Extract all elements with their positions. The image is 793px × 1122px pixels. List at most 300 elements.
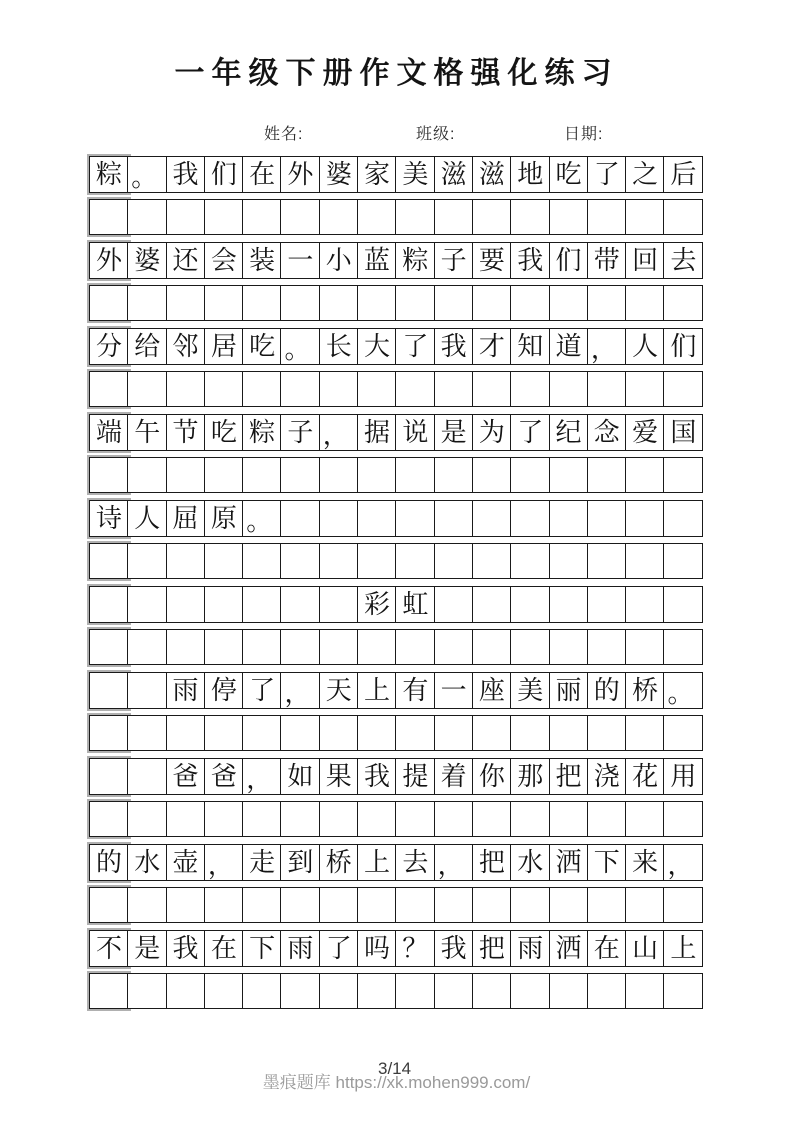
grid-empty-cell: [357, 457, 397, 493]
grid-cell: [549, 500, 589, 537]
grid-cell: 的: [89, 844, 129, 881]
grid-cell: 在: [242, 156, 282, 193]
grid-empty-cell: [357, 715, 397, 751]
grid-cell: 爱: [625, 414, 665, 451]
grid-empty-cell: [204, 973, 244, 1009]
grid-cell: 吃: [549, 156, 589, 193]
grid-cell: [472, 500, 512, 537]
grid-cell: 了: [587, 156, 627, 193]
grid-empty-cell: [625, 457, 665, 493]
grid-empty-cell: [625, 715, 665, 751]
grid-cell: ，: [319, 414, 359, 451]
grid-cell: 家: [357, 156, 397, 193]
grid-cell: [434, 500, 474, 537]
grid-cell: [510, 586, 550, 623]
grid-empty-cell: [242, 887, 282, 923]
grid-empty-cell: [549, 371, 589, 407]
grid-empty-cell: [89, 457, 129, 493]
grid-cell: 端: [89, 414, 129, 451]
grid-cell: 我: [166, 156, 206, 193]
grid-empty-cell: [357, 543, 397, 579]
grid-empty-cell: [434, 199, 474, 235]
grid-cell: 子: [280, 414, 320, 451]
grid-cell: ？: [395, 930, 435, 967]
grid-cell: 回: [625, 242, 665, 279]
grid-cell: 人: [127, 500, 167, 537]
grid-cell: ，: [204, 844, 244, 881]
grid-cell: 粽: [242, 414, 282, 451]
grid-empty-cell: [549, 973, 589, 1009]
grid-cell: [663, 586, 703, 623]
grid-empty-cell: [625, 629, 665, 665]
grid-cell: 。: [127, 156, 167, 193]
grid-cell: 说: [395, 414, 435, 451]
grid-empty-cell: [166, 543, 206, 579]
grid-empty-cell: [472, 801, 512, 837]
composition-grid: [89, 156, 705, 1016]
grid-cell: 上: [357, 844, 397, 881]
grid-cell: [280, 586, 320, 623]
grid-empty-cell: [127, 543, 167, 579]
grid-empty-cell: [357, 629, 397, 665]
grid-empty-cell: [319, 973, 359, 1009]
grid-cell: 地: [510, 156, 550, 193]
grid-cell: 洒: [549, 844, 589, 881]
grid-cell: ，: [280, 672, 320, 709]
grid-cell: 去: [663, 242, 703, 279]
grid-empty-cell: [510, 371, 550, 407]
grid-empty-cell: [89, 887, 129, 923]
grid-cell: 会: [204, 242, 244, 279]
grid-practice-row: [89, 457, 705, 493]
grid-cell: 桥: [319, 844, 359, 881]
grid-empty-cell: [127, 457, 167, 493]
grid-empty-cell: [549, 629, 589, 665]
grid-practice-row: [89, 629, 705, 665]
grid-cell: [357, 500, 397, 537]
grid-row: [89, 586, 705, 623]
grid-row: [89, 930, 705, 967]
grid-cell: 知: [510, 328, 550, 365]
grid-empty-cell: [166, 199, 206, 235]
grid-cell: [127, 672, 167, 709]
grid-empty-cell: [663, 887, 703, 923]
grid-cell: 蓝: [357, 242, 397, 279]
grid-practice-row: [89, 801, 705, 837]
grid-row: [89, 242, 705, 279]
grid-empty-cell: [166, 715, 206, 751]
grid-empty-cell: [127, 887, 167, 923]
grid-cell: 我: [434, 328, 474, 365]
grid-cell: 上: [663, 930, 703, 967]
grid-cell: 你: [472, 758, 512, 795]
grid-cell: 为: [472, 414, 512, 451]
grid-cell: 纪: [549, 414, 589, 451]
grid-empty-cell: [434, 973, 474, 1009]
grid-empty-cell: [434, 543, 474, 579]
grid-empty-cell: [587, 199, 627, 235]
grid-empty-cell: [204, 715, 244, 751]
grid-cell: 一: [280, 242, 320, 279]
grid-empty-cell: [587, 887, 627, 923]
grid-cell: 下: [242, 930, 282, 967]
grid-empty-cell: [434, 801, 474, 837]
grid-cell: 诗: [89, 500, 129, 537]
grid-empty-cell: [587, 715, 627, 751]
grid-cell: 我: [166, 930, 206, 967]
grid-empty-cell: [663, 199, 703, 235]
grid-empty-cell: [204, 285, 244, 321]
grid-empty-cell: [319, 199, 359, 235]
grid-empty-cell: [242, 457, 282, 493]
grid-cell: 的: [587, 672, 627, 709]
grid-empty-cell: [549, 199, 589, 235]
grid-empty-cell: [587, 629, 627, 665]
grid-empty-cell: [166, 973, 206, 1009]
grid-row: [89, 758, 705, 795]
grid-cell: 吃: [204, 414, 244, 451]
grid-cell: 了: [395, 328, 435, 365]
grid-cell: 花: [625, 758, 665, 795]
grid-empty-cell: [242, 801, 282, 837]
grid-empty-cell: [549, 543, 589, 579]
grid-empty-cell: [319, 629, 359, 665]
grid-empty-cell: [625, 285, 665, 321]
grid-cell: 滋: [434, 156, 474, 193]
grid-empty-cell: [625, 973, 665, 1009]
grid-cell: 有: [395, 672, 435, 709]
grid-empty-cell: [242, 973, 282, 1009]
grid-cell: [434, 586, 474, 623]
grid-cell: 屈: [166, 500, 206, 537]
grid-cell: 分: [89, 328, 129, 365]
grid-empty-cell: [625, 887, 665, 923]
grid-empty-cell: [242, 199, 282, 235]
grid-empty-cell: [357, 973, 397, 1009]
grid-practice-row: [89, 285, 705, 321]
grid-cell: 在: [204, 930, 244, 967]
grid-row: [89, 156, 705, 193]
grid-cell: ，: [663, 844, 703, 881]
grid-empty-cell: [395, 457, 435, 493]
grid-empty-cell: [663, 801, 703, 837]
grid-empty-cell: [280, 887, 320, 923]
grid-empty-cell: [280, 457, 320, 493]
grid-empty-cell: [663, 457, 703, 493]
grid-cell: 滋: [472, 156, 512, 193]
grid-cell: 节: [166, 414, 206, 451]
grid-empty-cell: [357, 887, 397, 923]
grid-empty-cell: [549, 887, 589, 923]
grid-empty-cell: [395, 285, 435, 321]
grid-empty-cell: [472, 543, 512, 579]
grid-empty-cell: [127, 371, 167, 407]
grid-empty-cell: [242, 285, 282, 321]
grid-empty-cell: [89, 973, 129, 1009]
grid-row: [89, 844, 705, 881]
grid-empty-cell: [319, 543, 359, 579]
grid-empty-cell: [510, 887, 550, 923]
grid-cell: 虹: [395, 586, 435, 623]
grid-cell: 那: [510, 758, 550, 795]
grid-cell: 粽: [395, 242, 435, 279]
grid-cell: 山: [625, 930, 665, 967]
grid-cell: [472, 586, 512, 623]
grid-empty-cell: [510, 285, 550, 321]
grid-empty-cell: [587, 543, 627, 579]
grid-empty-cell: [89, 199, 129, 235]
grid-cell: [319, 500, 359, 537]
grid-empty-cell: [89, 285, 129, 321]
grid-cell: 午: [127, 414, 167, 451]
grid-cell: 美: [510, 672, 550, 709]
grid-cell: 外: [280, 156, 320, 193]
grid-empty-cell: [319, 285, 359, 321]
grid-empty-cell: [587, 457, 627, 493]
grid-empty-cell: [472, 973, 512, 1009]
grid-cell: [510, 500, 550, 537]
grid-empty-cell: [472, 887, 512, 923]
grid-cell: 。: [280, 328, 320, 365]
grid-empty-cell: [625, 543, 665, 579]
grid-empty-cell: [549, 801, 589, 837]
grid-empty-cell: [357, 285, 397, 321]
grid-empty-cell: [625, 371, 665, 407]
grid-cell: 我: [434, 930, 474, 967]
grid-cell: 装: [242, 242, 282, 279]
grid-empty-cell: [510, 715, 550, 751]
grid-empty-cell: [166, 629, 206, 665]
grid-empty-cell: [166, 371, 206, 407]
grid-cell: [204, 586, 244, 623]
grid-empty-cell: [166, 801, 206, 837]
grid-practice-row: [89, 887, 705, 923]
grid-empty-cell: [549, 715, 589, 751]
grid-empty-cell: [587, 801, 627, 837]
grid-empty-cell: [357, 371, 397, 407]
grid-row: [89, 672, 705, 709]
grid-cell: 吗: [357, 930, 397, 967]
grid-empty-cell: [127, 715, 167, 751]
grid-empty-cell: [89, 629, 129, 665]
grid-cell: [625, 500, 665, 537]
grid-empty-cell: [280, 371, 320, 407]
grid-cell: 粽: [89, 156, 129, 193]
grid-empty-cell: [510, 801, 550, 837]
grid-empty-cell: [663, 715, 703, 751]
grid-empty-cell: [319, 801, 359, 837]
grid-empty-cell: [395, 371, 435, 407]
grid-cell: 把: [549, 758, 589, 795]
grid-cell: 到: [280, 844, 320, 881]
grid-empty-cell: [434, 285, 474, 321]
grid-empty-cell: [280, 629, 320, 665]
grid-cell: 人: [625, 328, 665, 365]
grid-cell: 道: [549, 328, 589, 365]
page-title: 一年级下册作文格强化练习: [174, 56, 619, 91]
grid-cell: 来: [625, 844, 665, 881]
grid-cell: ，: [587, 328, 627, 365]
grid-empty-cell: [510, 973, 550, 1009]
grid-cell: 子: [434, 242, 474, 279]
grid-cell: 美: [395, 156, 435, 193]
grid-empty-cell: [472, 457, 512, 493]
grid-cell: 走: [242, 844, 282, 881]
grid-cell: 爸: [204, 758, 244, 795]
grid-empty-cell: [472, 629, 512, 665]
grid-empty-cell: [395, 543, 435, 579]
grid-cell: [89, 758, 129, 795]
grid-empty-cell: [166, 457, 206, 493]
grid-empty-cell: [395, 715, 435, 751]
grid-empty-cell: [242, 715, 282, 751]
grid-cell: 下: [587, 844, 627, 881]
grid-cell: 我: [510, 242, 550, 279]
grid-cell: 把: [472, 930, 512, 967]
grid-empty-cell: [127, 199, 167, 235]
grid-cell: 带: [587, 242, 627, 279]
grid-empty-cell: [319, 715, 359, 751]
grid-cell: 据: [357, 414, 397, 451]
grid-cell: [663, 500, 703, 537]
grid-empty-cell: [280, 715, 320, 751]
grid-cell: 停: [204, 672, 244, 709]
grid-cell: 我: [357, 758, 397, 795]
grid-cell: 上: [357, 672, 397, 709]
grid-cell: 们: [663, 328, 703, 365]
grid-empty-cell: [280, 285, 320, 321]
grid-empty-cell: [510, 457, 550, 493]
grid-empty-cell: [204, 629, 244, 665]
date-field-label: 日期:: [564, 126, 604, 143]
grid-cell: 一: [434, 672, 474, 709]
grid-empty-cell: [204, 543, 244, 579]
grid-empty-cell: [587, 285, 627, 321]
grid-cell: [395, 500, 435, 537]
grid-empty-cell: [280, 199, 320, 235]
grid-cell: 去: [395, 844, 435, 881]
grid-cell: 原: [204, 500, 244, 537]
grid-cell: 们: [549, 242, 589, 279]
grid-empty-cell: [280, 973, 320, 1009]
grid-empty-cell: [357, 801, 397, 837]
grid-empty-cell: [434, 715, 474, 751]
grid-practice-row: [89, 973, 705, 1009]
grid-empty-cell: [319, 371, 359, 407]
grid-empty-cell: [549, 457, 589, 493]
grid-empty-cell: [663, 629, 703, 665]
grid-cell: 之: [625, 156, 665, 193]
grid-empty-cell: [204, 371, 244, 407]
grid-cell: [89, 672, 129, 709]
grid-cell: 了: [242, 672, 282, 709]
grid-empty-cell: [89, 801, 129, 837]
grid-empty-cell: [166, 285, 206, 321]
grid-cell: 长: [319, 328, 359, 365]
grid-cell: 着: [434, 758, 474, 795]
grid-practice-row: [89, 543, 705, 579]
grid-cell: 还: [166, 242, 206, 279]
grid-cell: 雨: [166, 672, 206, 709]
grid-empty-cell: [319, 457, 359, 493]
grid-cell: 们: [204, 156, 244, 193]
grid-cell: 。: [242, 500, 282, 537]
footer-site-text: 墨痕题库 https://xk.mohen999.com/: [262, 1073, 531, 1092]
grid-cell: 在: [587, 930, 627, 967]
grid-cell: 用: [663, 758, 703, 795]
grid-empty-cell: [357, 199, 397, 235]
grid-cell: ，: [434, 844, 474, 881]
grid-cell: 。: [663, 672, 703, 709]
grid-empty-cell: [204, 199, 244, 235]
class-field-label: 班级:: [416, 126, 456, 143]
grid-empty-cell: [510, 629, 550, 665]
grid-empty-cell: [472, 371, 512, 407]
grid-empty-cell: [127, 973, 167, 1009]
grid-empty-cell: [395, 973, 435, 1009]
grid-cell: 爸: [166, 758, 206, 795]
grid-cell: 天: [319, 672, 359, 709]
grid-empty-cell: [204, 801, 244, 837]
grid-empty-cell: [663, 543, 703, 579]
grid-empty-cell: [472, 285, 512, 321]
grid-cell: 浇: [587, 758, 627, 795]
grid-empty-cell: [587, 371, 627, 407]
grid-cell: [89, 586, 129, 623]
grid-cell: 念: [587, 414, 627, 451]
grid-empty-cell: [89, 543, 129, 579]
grid-cell: 吃: [242, 328, 282, 365]
grid-empty-cell: [204, 887, 244, 923]
grid-cell: 婆: [319, 156, 359, 193]
grid-empty-cell: [625, 199, 665, 235]
grid-cell: 要: [472, 242, 512, 279]
grid-empty-cell: [625, 801, 665, 837]
grid-cell: 才: [472, 328, 512, 365]
grid-empty-cell: [472, 199, 512, 235]
grid-cell: [549, 586, 589, 623]
grid-empty-cell: [127, 285, 167, 321]
grid-cell: [127, 586, 167, 623]
grid-empty-cell: [395, 199, 435, 235]
grid-cell: 雨: [510, 930, 550, 967]
grid-empty-cell: [395, 801, 435, 837]
grid-empty-cell: [434, 887, 474, 923]
page-number-label: 3/14: [378, 1059, 412, 1078]
grid-cell: 给: [127, 328, 167, 365]
grid-practice-row: [89, 715, 705, 751]
grid-row: [89, 414, 705, 451]
grid-empty-cell: [89, 715, 129, 751]
grid-cell: 水: [510, 844, 550, 881]
grid-cell: 洒: [549, 930, 589, 967]
grid-empty-cell: [204, 457, 244, 493]
grid-empty-cell: [434, 371, 474, 407]
grid-cell: 果: [319, 758, 359, 795]
grid-empty-cell: [434, 457, 474, 493]
grid-cell: 大: [357, 328, 397, 365]
name-field-label: 姓名:: [264, 126, 304, 143]
grid-empty-cell: [434, 629, 474, 665]
grid-empty-cell: [395, 629, 435, 665]
grid-cell: 了: [510, 414, 550, 451]
grid-cell: 外: [89, 242, 129, 279]
grid-empty-cell: [663, 285, 703, 321]
grid-empty-cell: [319, 887, 359, 923]
grid-cell: 提: [395, 758, 435, 795]
grid-cell: 彩: [357, 586, 397, 623]
grid-empty-cell: [89, 371, 129, 407]
